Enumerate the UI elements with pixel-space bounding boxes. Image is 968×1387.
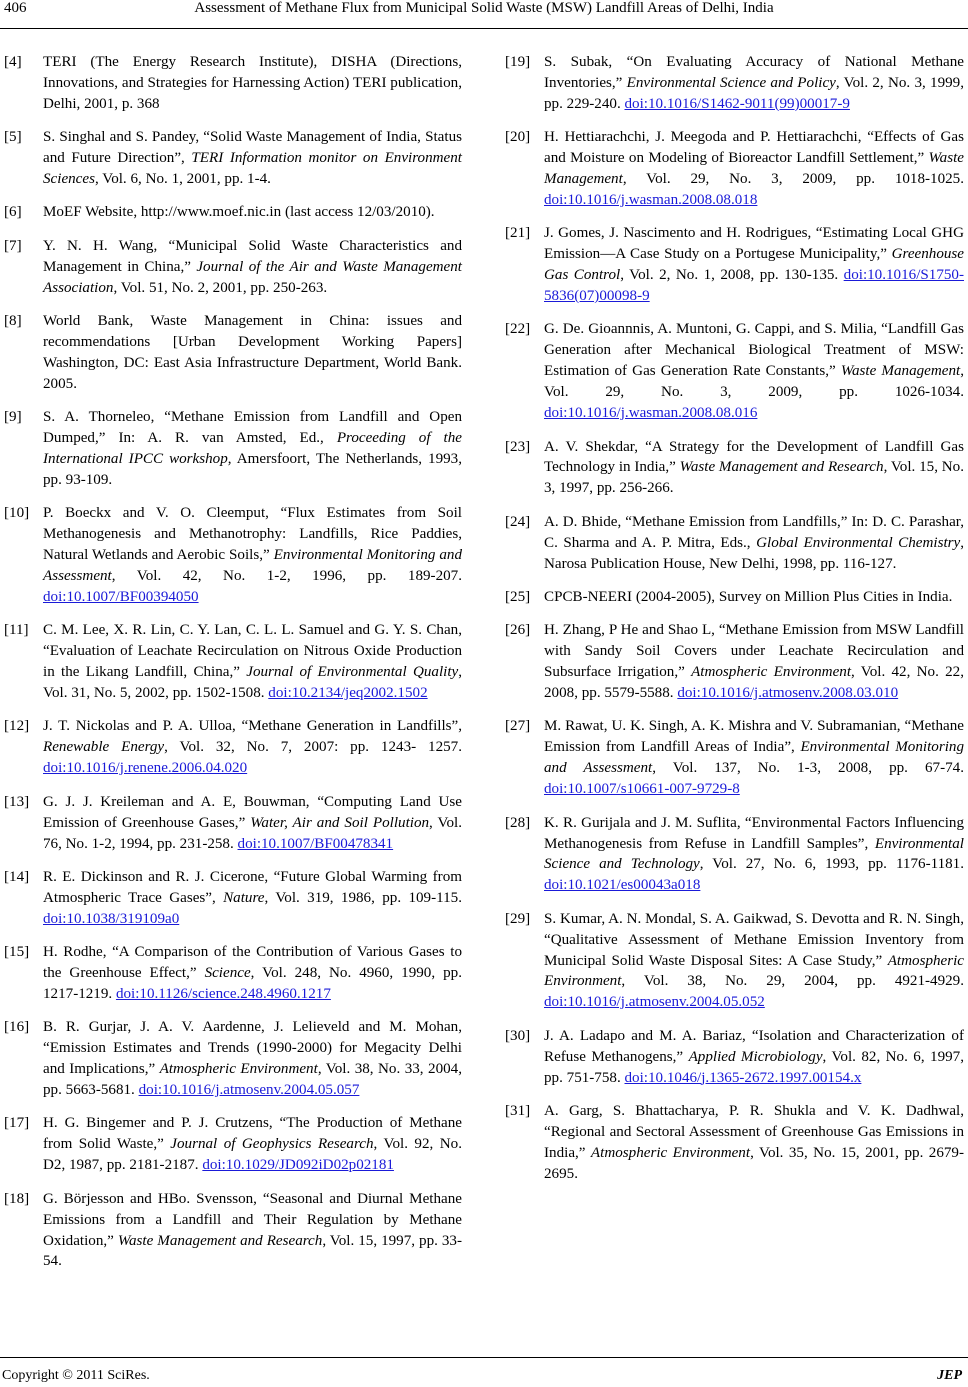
reference-source-title: Environmental Monitoring and Assessment <box>43 547 462 585</box>
reference-number: [25] <box>505 588 531 605</box>
reference-number: [16] <box>4 1019 30 1036</box>
reference-text-segment: S. Subak, “On Evaluating Accuracy of National Methane Inventories,” <box>544 54 964 91</box>
reference-text-segment: , Vol. 92, No. D2, 1987, pp. 2181-2187. <box>43 1136 462 1174</box>
reference-text <box>43 503 462 608</box>
reference-number: [8] <box>4 313 22 330</box>
reference-text-segment: G. J. J. Kreileman and A. E, Bouwman, “Computing Land Use Emission of Greenhouse Gases,” <box>43 793 462 831</box>
reference-text <box>544 52 964 115</box>
reference-text-segment: H. Zhang, P He and Shao L, “Methane Emission from MSW Landfill with Sandy Soil Covers under Leachate Recirculation and Subsurface Irrigation,” <box>544 622 964 681</box>
reference-source-title: Journal of Geophysics Research <box>170 1136 374 1153</box>
reference-entry <box>505 620 964 704</box>
reference-text-segment: , Vol. 15, No. 3, 1997, pp. 256-266. <box>544 459 964 497</box>
reference-text-segment: , Vol. 15, 1997, pp. 33-54. <box>43 1232 462 1270</box>
reference-entry <box>505 909 964 1014</box>
reference-source-title: Environmental Monitoring and Assessment <box>544 739 964 777</box>
references-left-column <box>4 52 462 1285</box>
reference-entry <box>505 1026 964 1089</box>
reference-number: [28] <box>505 814 531 831</box>
reference-source-title: Environmental Science and Technology <box>544 835 964 873</box>
reference-text-segment: S. A. Thorneleo, “Methane Emission from Landfill and Open Dumped,” In: A. R. van Amsted, Ed., <box>43 409 462 447</box>
reference-text <box>544 223 964 307</box>
reference-number: [5] <box>4 129 22 146</box>
reference-text-segment: , Vol. 29, No. 3, 2009, pp. 1026-1034. <box>544 363 964 401</box>
reference-text-segment: Y. N. H. Wang, “Municipal Solid Waste Characteristics and Management in China,” <box>43 237 462 275</box>
reference-number: [4] <box>4 54 22 70</box>
reference-entry <box>505 223 964 307</box>
reference-text-segment: A. D. Bhide, “Methane Emission from Landfills,” In: D. C. Parashar, C. Sharma and A. P. Mitra, Eds., <box>544 513 964 551</box>
reference-text <box>544 909 964 1014</box>
reference-source-title: Atmospheric Environment <box>590 1144 751 1161</box>
reference-text-segment: , Vol. 38, No. 33, 2004, pp. 5663-5681. <box>43 1061 462 1099</box>
reference-text-segment: , Vol. 38, No. 29, 2004, pp. 4921-4929. <box>621 973 964 990</box>
doi-link[interactable]: doi:10.1016/j.atmosenv.2004.05.057 <box>138 1082 360 1099</box>
reference-entry <box>4 407 462 491</box>
reference-source-title: Waste Management <box>840 363 961 380</box>
reference-entry <box>4 716 462 779</box>
doi-link[interactable]: doi:10.1007/BF00394050 <box>43 588 199 605</box>
reference-text-segment: S. Singhal and S. Pandey, “Solid Waste Management of India, Status and Future Direction”, <box>43 129 462 167</box>
reference-text <box>43 127 462 190</box>
reference-text-segment: P. Boeckx and V. O. Cleemput, “Flux Estimates from Soil Methanogenesis and Methanotrophy: Landfills, Rice Paddies, Natural Wetlands and Aerobic Soils,” <box>43 505 462 564</box>
reference-text-segment: , Vol. 2, No. 1, 2008, pp. 130-135. <box>620 267 844 284</box>
reference-number: [13] <box>4 793 30 810</box>
reference-text <box>43 942 462 1005</box>
reference-text-segment: , Vol. 29, No. 3, 2009, pp. 1018-1025. <box>622 171 964 188</box>
doi-link[interactable]: doi:10.1007/BF00478341 <box>237 835 394 852</box>
doi-link[interactable]: doi:10.1038/319109a0 <box>43 910 180 927</box>
reference-text <box>544 1026 964 1089</box>
reference-text <box>43 311 462 395</box>
reference-entry <box>4 52 462 115</box>
reference-entry <box>4 1017 462 1101</box>
reference-number: [9] <box>4 409 22 426</box>
reference-source-title: Nature <box>223 889 265 906</box>
reference-source-title: Journal of Environmental Quality <box>246 664 459 681</box>
reference-text-segment: , Vol. 35, No. 15, 2001, pp. 2679-2695. <box>544 1144 964 1182</box>
doi-link[interactable]: doi:10.1016/S1750-5836(07)00098-9 <box>544 267 964 305</box>
reference-text <box>43 1189 462 1273</box>
doi-link[interactable]: doi:10.1021/es00043a018 <box>544 877 701 894</box>
reference-entry <box>4 1189 462 1273</box>
doi-link[interactable]: doi:10.1016/j.wasman.2008.08.016 <box>544 405 758 422</box>
reference-text-segment: J. T. Nickolas and P. A. Ulloa, “Methane Generation in Landfills”, <box>43 718 462 735</box>
reference-number: [6] <box>4 204 22 221</box>
reference-text-segment: , Vol. 31, No. 5, 2002, pp. 1502-1508. <box>43 664 463 702</box>
reference-number: [21] <box>505 225 531 242</box>
reference-number: [17] <box>4 1115 30 1132</box>
running-header <box>0 0 968 29</box>
reference-source-title: Waste Management and Research <box>117 1232 323 1249</box>
reference-text <box>43 1113 462 1176</box>
reference-text <box>43 236 462 299</box>
reference-text-segment: , Vol. 27, No. 6, 1993, pp. 1176-1181. <box>699 856 964 873</box>
reference-entry <box>4 503 462 608</box>
reference-number: [31] <box>505 1102 531 1119</box>
reference-text-segment: World Bank, Waste Management in China: issues and recommendations [Urban Development Working Papers] Washington, DC: East Asia Infrastructure Department, World Bank. 2005. <box>43 313 462 392</box>
reference-entry <box>4 792 462 855</box>
copyright-notice: Copyright © 2011 SciRes. <box>2 1368 150 1383</box>
reference-text-segment: MoEF Website, http://www.moef.nic.in (last access 12/03/2010). <box>43 204 435 221</box>
reference-text-segment: C. M. Lee, X. R. Lin, C. Y. Lan, C. L. L. Samuel and G. Y. S. Chan, “Evaluation of Leachate Recirculation on Nitrous Oxide Production in the Likang Landfill, China,” <box>43 622 462 681</box>
reference-text-segment: , Vol. 2, No. 3, 1999, pp. 229-240. <box>544 74 964 112</box>
doi-link[interactable]: doi:10.1016/j.renene.2006.04.020 <box>43 760 248 777</box>
reference-text <box>544 127 964 211</box>
doi-link[interactable]: doi:10.1029/JD092iD02p02181 <box>202 1157 394 1174</box>
reference-text <box>43 792 462 855</box>
reference-text-segment: G. Börjesson and HBo. Svensson, “Seasonal and Diurnal Methane Emissions from a Landfill and Their Regulation by Methane Oxidation,” <box>43 1190 462 1249</box>
reference-text-segment: R. E. Dickinson and R. J. Cicerone, “Future Global Warming from Atmospheric Trace Gases”, <box>43 868 462 906</box>
doi-link[interactable]: doi:10.1046/j.1365-2672.1997.00154.x <box>624 1069 862 1086</box>
reference-entry <box>505 319 964 424</box>
reference-entry <box>505 52 964 115</box>
reference-text-segment: , Vol. 319, 1986, pp. 109-115. <box>264 889 462 906</box>
doi-link[interactable]: doi:10.1016/S1462-9011(99)00017-9 <box>624 95 850 112</box>
reference-text-segment: CPCB-NEERI (2004-2005), Survey on Million Plus Cities in India. <box>544 588 953 605</box>
reference-text <box>544 1101 964 1185</box>
reference-number: [19] <box>505 54 531 70</box>
doi-link[interactable]: doi:10.2134/jeq2002.1502 <box>268 685 428 702</box>
reference-text <box>43 52 462 115</box>
reference-number: [15] <box>4 944 30 961</box>
reference-entry <box>505 1101 964 1185</box>
reference-number: [10] <box>4 505 30 522</box>
reference-text <box>544 813 964 897</box>
reference-number: [20] <box>505 129 531 146</box>
reference-number: [14] <box>4 868 30 885</box>
reference-text-segment: , Narosa Publication House, New Delhi, 1998, pp. 116-127. <box>544 534 965 572</box>
reference-source-title: Environmental Science and Policy <box>626 74 836 91</box>
reference-entry <box>4 620 462 704</box>
reference-text-segment: , Amersfoort, The Netherlands, 1993, pp. 93-109. <box>43 451 462 488</box>
reference-source-title: Global Environmental Chemistry <box>756 534 961 551</box>
reference-text-segment: , Vol. 42, No. 22, 2008, pp. 5579-5588. <box>544 664 964 702</box>
reference-source-title: Proceeding of the International IPCC workshop <box>43 430 462 467</box>
reference-entry <box>4 942 462 1005</box>
references-right-column <box>505 52 964 1197</box>
reference-source-title: Greenhouse Gas Control <box>544 246 964 284</box>
reference-text <box>544 716 964 800</box>
reference-number: [23] <box>505 438 531 455</box>
reference-source-title: Science <box>204 965 251 982</box>
reference-text <box>43 1017 462 1101</box>
reference-source-title: TERI Information monitor on Environment Sciences <box>43 150 462 188</box>
reference-text-segment: , Vol. 42, No. 1-2, 1996, pp. 189-207. <box>111 568 462 585</box>
reference-source-title: Waste Management and Research <box>679 459 884 476</box>
reference-entry <box>4 127 462 190</box>
doi-link[interactable]: doi:10.1016/j.wasman.2008.08.018 <box>544 191 758 208</box>
reference-entry <box>4 202 462 223</box>
reference-source-title: Journal of the Air and Waste Management Association <box>43 258 462 296</box>
reference-entry <box>505 512 964 575</box>
reference-entry <box>4 236 462 299</box>
reference-text-segment: J. Gomes, J. Nascimento and H. Rodrigues, “Estimating Local GHG Emission—A Case Study on a Portugese Municipality,” <box>544 225 964 263</box>
doi-link[interactable]: doi:10.1126/science.248.4960.1217 <box>115 985 331 1002</box>
reference-text-segment: , Vol. 82, No. 6, 1997, pp. 751-758. <box>544 1048 964 1086</box>
reference-text-segment: TERI (The Energy Research Institute), DISHA (Directions, Innovations, and Strategies for Harnessing Action) TERI publication, Delhi, 2001, p. 368 <box>43 54 462 112</box>
reference-text-segment: H. Hettiarachchi, J. Meegoda and P. Hettiarachchi, “Effects of Gas and Moisture on Modeling of Bioreactor Landfill Settlement,” <box>544 129 964 167</box>
reference-text <box>43 202 462 223</box>
page-number: 406 <box>4 0 27 16</box>
reference-text <box>544 587 964 608</box>
reference-text <box>544 512 964 575</box>
reference-entry <box>4 311 462 395</box>
reference-text-segment: B. R. Gurjar, J. A. V. Aardenne, J. Lelieveld and M. Mohan, “Emission Estimates and Trends (1990-2000) for Megacity Delhi and Implications,” <box>43 1019 462 1078</box>
reference-text <box>544 620 964 704</box>
reference-source-title: Atmospheric Environment <box>159 1061 318 1078</box>
reference-text-segment: , Vol. 137, No. 1-3, 2008, pp. 67-74. <box>652 760 964 777</box>
reference-entry <box>4 867 462 930</box>
reference-source-title: Water, Air and Soil Pollution <box>250 814 430 831</box>
doi-link[interactable]: doi:10.1016/j.atmosenv.2008.03.010 <box>677 685 899 702</box>
reference-text-segment: A. V. Shekdar, “A Strategy for the Development of Landfill Gas Technology in India,” <box>544 438 964 476</box>
reference-text-segment: , Vol. 248, No. 4960, 1990, pp. 1217-1219. <box>43 965 462 1002</box>
reference-text <box>43 620 462 704</box>
reference-text-segment: G. De. Gioannnis, A. Muntoni, G. Cappi, and S. Milia, “Landfill Gas Generation after Mechanical Biological Treatment of MSW: Estimation of Gas Generation Rate Constants,” <box>544 321 964 380</box>
reference-entry <box>505 587 964 608</box>
reference-number: [11] <box>4 622 29 639</box>
journal-abbreviation: JEP <box>937 1368 962 1383</box>
reference-entry <box>505 437 964 500</box>
reference-number: [30] <box>505 1027 531 1044</box>
reference-text-segment: H. G. Bingemer and P. J. Crutzens, “The Production of Methane from Solid Waste,” <box>43 1115 462 1153</box>
reference-number: [7] <box>4 237 22 254</box>
reference-source-title: Waste Management <box>544 150 964 188</box>
reference-source-title: Atmospheric Environment <box>544 952 964 990</box>
reference-entry <box>505 813 964 897</box>
reference-entry <box>505 127 964 211</box>
reference-number: [27] <box>505 718 531 735</box>
reference-text <box>544 319 964 424</box>
page-footer <box>0 1357 968 1387</box>
reference-text-segment: S. Kumar, A. N. Mondal, S. A. Gaikwad, S. Devotta and R. N. Singh, “Qualitative Assessment of Methane Emission Inventory from Municipal Solid Waste Disposal Sites: A Case Study,” <box>544 910 964 969</box>
reference-entry <box>4 1113 462 1176</box>
reference-text-segment: K. R. Gurijala and J. M. Suflita, “Environmental Factors Influencing Methanogenesis from Refuse in Landfill Samples”, <box>544 814 964 852</box>
reference-source-title: Renewable Energy <box>43 739 165 756</box>
reference-text-segment: , Vol. 6, No. 1, 2001, pp. 1-4. <box>94 171 271 188</box>
doi-link[interactable]: doi:10.1007/s10661-007-9729-8 <box>544 781 740 798</box>
reference-number: [18] <box>4 1190 30 1207</box>
reference-text <box>544 437 964 500</box>
doi-link[interactable]: doi:10.1016/j.atmosenv.2004.05.052 <box>544 994 765 1011</box>
reference-text-segment: , Vol. 76, No. 1-2, 1994, pp. 231-258. <box>43 814 462 852</box>
reference-text <box>43 867 462 930</box>
reference-text <box>43 716 462 779</box>
reference-number: [12] <box>4 718 30 735</box>
reference-text-segment: H. Rodhe, “A Comparison of the Contribution of Various Gases to the Greenhouse Effect,” <box>43 944 462 982</box>
reference-entry <box>505 716 964 800</box>
reference-number: [26] <box>505 622 531 639</box>
reference-number: [29] <box>505 910 531 927</box>
running-title: Assessment of Methane Flux from Municipal Solid Waste (MSW) Landfill Areas of Delhi, India <box>194 0 774 16</box>
reference-text-segment: J. A. Ladapo and M. A. Bariaz, “Isolation and Characterization of Refuse Methanogens,” <box>544 1027 964 1065</box>
reference-text-segment: , Vol. 51, No. 2, 2001, pp. 250-263. <box>113 279 328 296</box>
reference-text-segment: A. Garg, S. Bhattacharya, P. R. Shukla and V. K. Dadhwal, “Regional and Sectoral Assessment of Greenhouse Gas Emissions in India,” <box>544 1102 964 1161</box>
reference-number: [24] <box>505 513 531 530</box>
reference-text-segment: M. Rawat, U. K. Singh, A. K. Mishra and V. Subramanian, “Methane Emission from Landfill Areas of India”, <box>544 718 964 756</box>
reference-source-title: Atmospheric Environment <box>691 664 852 681</box>
reference-text <box>43 407 462 491</box>
reference-number: [22] <box>505 321 531 338</box>
reference-text-segment: , Vol. 32, No. 7, 2007: pp. 1243- 1257. <box>164 739 462 756</box>
reference-source-title: Applied Microbiology <box>688 1048 823 1065</box>
